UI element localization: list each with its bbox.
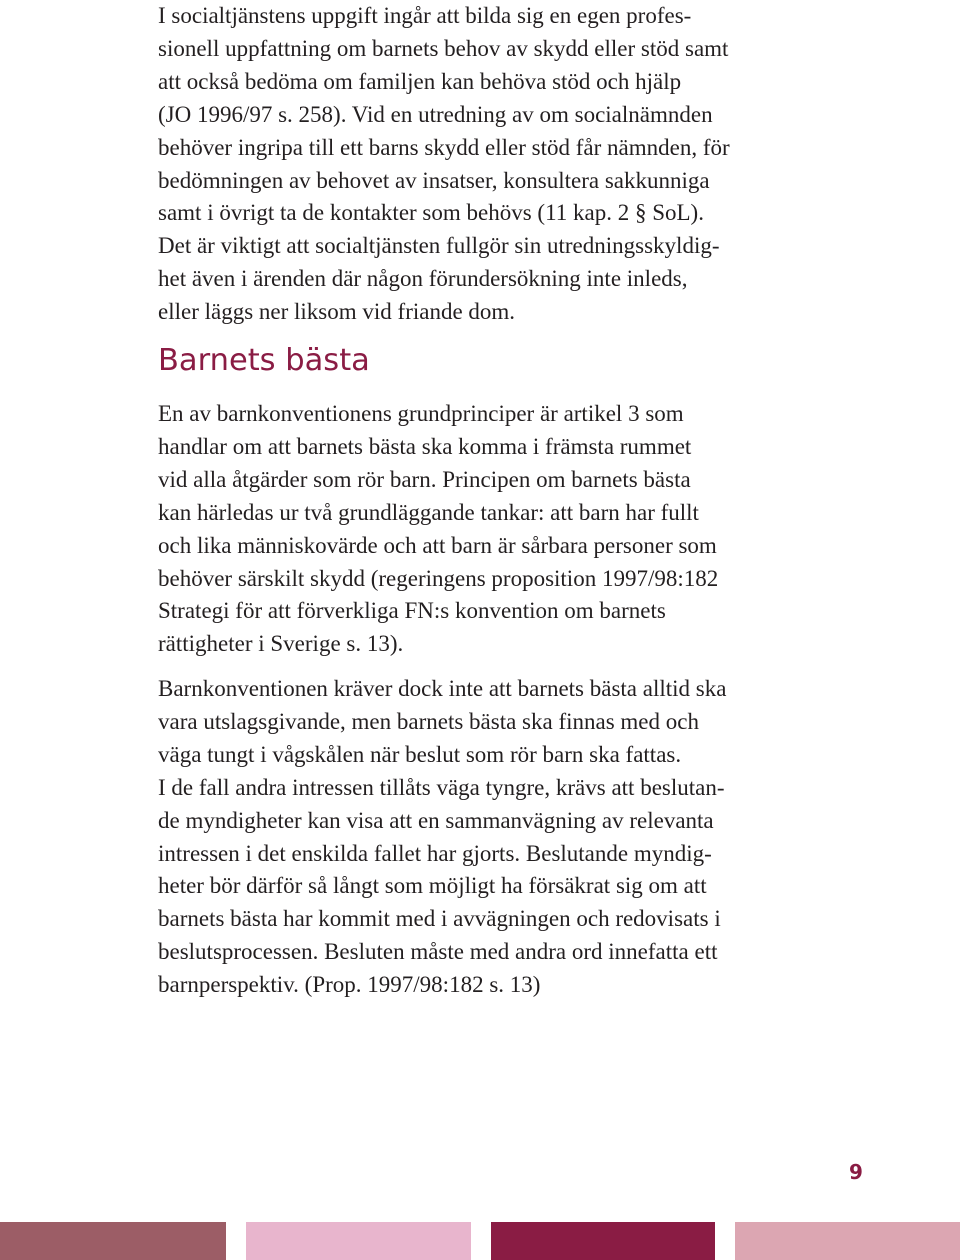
footer-color-bar [491,1222,715,1260]
page-number: 9 [849,1160,863,1184]
section-heading: Barnets bästa [158,343,370,378]
footer-color-bar [735,1222,960,1260]
text-line: (JO 1996/97 s. 258). Vid en utredning av om socialnämnden [158,101,713,127]
text-line: heter bör därför så långt som möjligt ha försäkrat sig om att [158,873,707,899]
text-line: bedömningen av behovet av insatser, konsultera sakkunniga [158,167,710,193]
text-line: En av barnkonventionens grundprinciper är artikel 3 som [158,401,684,426]
footer-color-bar [246,1222,471,1260]
text-line: beslutsprocessen. Besluten måste med andra ord innefatta ett [158,939,718,965]
text-line: behöver ingripa till ett barns skydd eller stöd får nämnden, för [158,134,730,160]
text-line: intressen i det enskilda fallet har gjorts. Beslutande myndig- [158,840,712,866]
text-line: Det är viktigt att socialtjänsten fullgör sin utredningsskyldig- [158,233,720,259]
text-line: I socialtjänstens uppgift ingår att bilda sig en egen profes- [158,3,692,28]
text-line: rättigheter i Sverige s. 13). [158,631,404,657]
text-line: eller läggs ner liksom vid friande dom. [158,299,516,325]
text-line: behöver särskilt skydd (regeringens proposition 1997/98:182 [158,565,719,591]
intro-paragraph [158,0,858,329]
body-paragraph-1 [158,398,858,661]
text-line: samt i övrigt ta de kontakter som behövs (11 kap. 2 § SoL). [158,200,704,226]
text-line: sionell uppfattning om barnets behov av skydd eller stöd samt [158,35,729,61]
text-line: handlar om att barnets bästa ska komma i främsta rummet [158,433,692,459]
text-line: Barnkonventionen kräver dock inte att barnets bästa alltid ska [158,676,727,701]
text-line: Strategi för att förverkliga FN:s konvention om barnets [158,598,666,624]
text-line: barnets bästa har kommit med i avvägningen och redovisats i [158,906,721,932]
text-line: att också bedöma om familjen kan behöva stöd och hjälp [158,68,682,94]
text-line: het även i ärenden där någon förundersökning inte inleds, [158,266,688,292]
text-line: I de fall andra intressen tillåts väga tyngre, krävs att beslutan- [158,774,725,800]
body-paragraph-2 [158,673,858,1002]
text-line: vara utslagsgivande, men barnets bästa ska finnas med och [158,708,699,734]
text-line: kan härledas ur två grundläggande tankar: att barn har fullt [158,499,699,525]
text-line: barnperspektiv. (Prop. 1997/98:182 s. 13) [158,972,541,998]
text-line: och lika människovärde och att barn är sårbara personer som [158,532,717,558]
text-line: vid alla åtgärder som rör barn. Principen om barnets bästa [158,466,691,492]
text-line: de myndigheter kan visa att en sammanvägning av relevanta [158,807,714,833]
text-line: väga tungt i vågskålen när beslut som rör barn ska fattas. [158,741,682,767]
footer-color-bar [0,1222,226,1260]
